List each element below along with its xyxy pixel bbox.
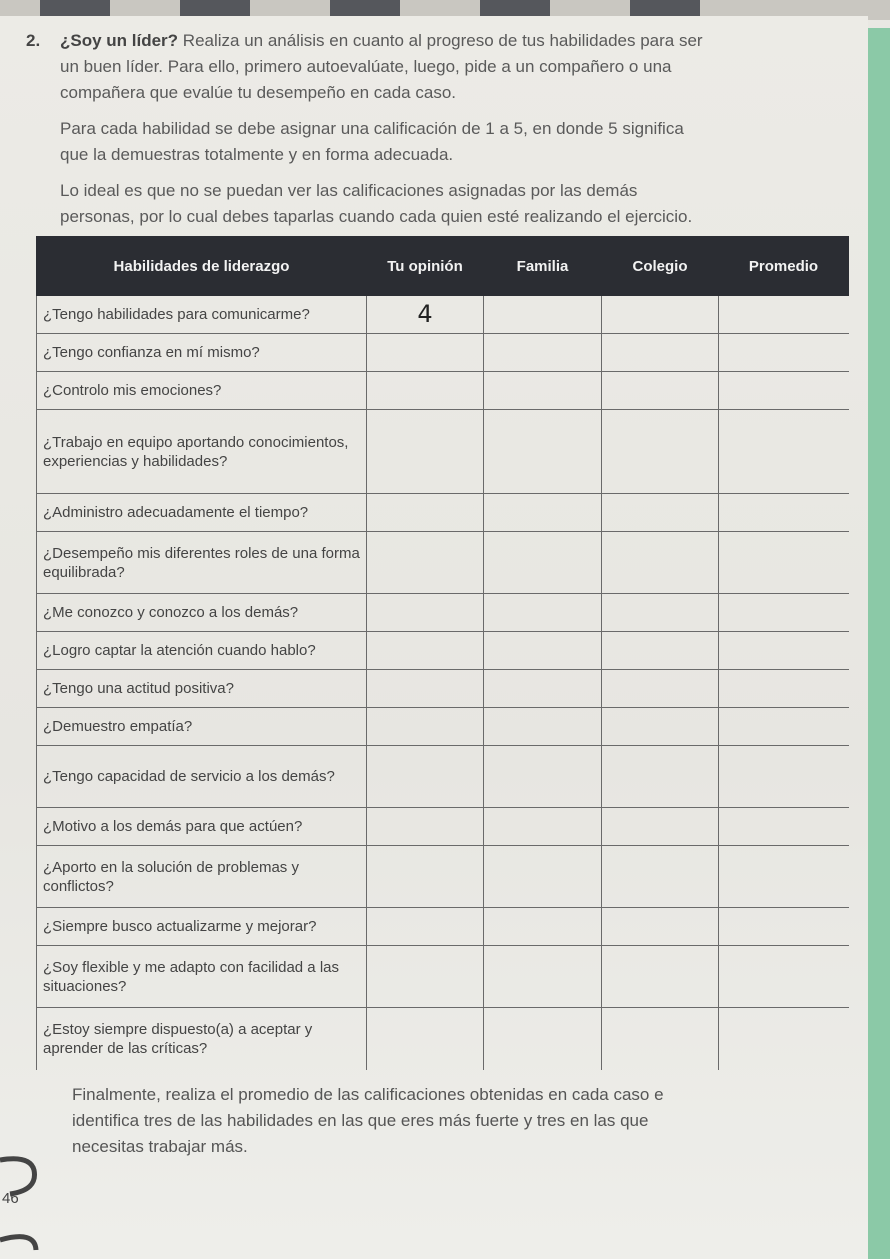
average-cell[interactable]: [719, 908, 849, 946]
your-opinion-cell[interactable]: [367, 746, 484, 808]
your-opinion-cell[interactable]: [367, 632, 484, 670]
closing-instructions: [72, 1082, 832, 1160]
average-cell[interactable]: [719, 494, 849, 532]
skill-cell: ¿Me conozco y conozco a los demás?: [37, 594, 367, 632]
your-opinion-cell[interactable]: [367, 494, 484, 532]
instruction-line: Lo ideal es que no se puedan ver las calificaciones asignadas por las demás: [60, 181, 638, 200]
average-cell[interactable]: [719, 594, 849, 632]
skill-cell: ¿Logro captar la atención cuando hablo?: [37, 632, 367, 670]
family-cell[interactable]: [484, 908, 602, 946]
family-cell[interactable]: [484, 372, 602, 410]
leadership-skills-table: [36, 236, 849, 1070]
average-cell[interactable]: [719, 746, 849, 808]
table-row: [37, 808, 849, 846]
skill-cell: ¿Soy flexible y me adapto con facilidad a las situaciones?: [37, 946, 367, 1008]
school-cell[interactable]: [602, 708, 719, 746]
instruction-line: que la demuestras totalmente y en forma adecuada.: [60, 145, 454, 164]
table-row: [37, 372, 849, 410]
average-cell[interactable]: [719, 1008, 849, 1070]
table-row: [37, 946, 849, 1008]
skill-cell: ¿Siempre busco actualizarme y mejorar?: [37, 908, 367, 946]
skill-cell: ¿Administro adecuadamente el tiempo?: [37, 494, 367, 532]
family-cell[interactable]: [484, 846, 602, 908]
table-row: [37, 908, 849, 946]
header-family: Familia: [484, 237, 602, 296]
average-cell[interactable]: [719, 708, 849, 746]
skill-cell: ¿Tengo una actitud positiva?: [37, 670, 367, 708]
table-row: [37, 708, 849, 746]
family-cell[interactable]: [484, 670, 602, 708]
question-block: [26, 28, 826, 230]
your-opinion-cell[interactable]: [367, 908, 484, 946]
table-row: [37, 846, 849, 908]
header-skills: Habilidades de liderazgo: [37, 237, 367, 296]
family-cell[interactable]: [484, 334, 602, 372]
school-cell[interactable]: [602, 908, 719, 946]
school-cell[interactable]: [602, 1008, 719, 1070]
your-opinion-cell[interactable]: [367, 670, 484, 708]
skill-cell: ¿Desempeño mis diferentes roles de una forma equilibrada?: [37, 532, 367, 594]
skill-cell: ¿Estoy siempre dispuesto(a) a aceptar y aprender de las críticas?: [37, 1008, 367, 1070]
school-cell[interactable]: [602, 494, 719, 532]
question-number: 2.: [26, 31, 41, 50]
your-opinion-cell[interactable]: [367, 946, 484, 1008]
green-margin-strip: [866, 28, 890, 1259]
table-row: [37, 296, 849, 334]
table-row: [37, 494, 849, 532]
family-cell[interactable]: [484, 494, 602, 532]
skill-cell: ¿Motivo a los demás para que actúen?: [37, 808, 367, 846]
family-cell[interactable]: [484, 296, 602, 334]
instruction-line: un buen líder. Para ello, primero autoevalúate, luego, pide a un compañero o una: [60, 57, 672, 76]
school-cell[interactable]: [602, 808, 719, 846]
school-cell[interactable]: [602, 746, 719, 808]
table-row: [37, 1008, 849, 1070]
average-cell[interactable]: [719, 296, 849, 334]
header-your-opinion: Tu opinión: [367, 237, 484, 296]
average-cell[interactable]: [719, 846, 849, 908]
skill-cell: ¿Controlo mis emociones?: [37, 372, 367, 410]
your-opinion-cell[interactable]: [367, 372, 484, 410]
family-cell[interactable]: [484, 708, 602, 746]
table-row: [37, 410, 849, 494]
skill-cell: ¿Tengo habilidades para comunicarme?: [37, 296, 367, 334]
school-cell[interactable]: [602, 594, 719, 632]
instruction-line: Realiza un análisis en cuanto al progreso de tus habilidades para ser: [182, 31, 703, 50]
family-cell[interactable]: [484, 1008, 602, 1070]
family-cell[interactable]: [484, 746, 602, 808]
your-opinion-cell[interactable]: [367, 532, 484, 594]
family-cell[interactable]: [484, 594, 602, 632]
average-cell[interactable]: [719, 372, 849, 410]
skill-cell: ¿Aporto en la solución de problemas y conflictos?: [37, 846, 367, 908]
table-header-row: [37, 237, 849, 296]
average-cell[interactable]: [719, 946, 849, 1008]
your-opinion-cell[interactable]: [367, 708, 484, 746]
your-opinion-cell[interactable]: [367, 410, 484, 494]
closing-line: identifica tres de las habilidades en las que eres más fuerte y tres en las que: [72, 1111, 649, 1130]
average-cell[interactable]: [719, 670, 849, 708]
table-row: [37, 632, 849, 670]
skill-cell: ¿Trabajo en equipo aportando conocimientos, experiencias y habilidades?: [37, 410, 367, 494]
your-opinion-cell[interactable]: [367, 334, 484, 372]
closing-line: Finalmente, realiza el promedio de las calificaciones obtenidas en cada caso e: [72, 1085, 664, 1104]
your-opinion-cell[interactable]: 4: [367, 296, 484, 334]
grading-paragraph: [60, 116, 826, 168]
your-opinion-cell[interactable]: [367, 594, 484, 632]
header-average: Promedio: [719, 237, 849, 296]
average-cell[interactable]: [719, 532, 849, 594]
school-cell[interactable]: [602, 846, 719, 908]
instruction-line: compañera que evalúe tu desempeño en cada caso.: [60, 83, 456, 102]
school-cell[interactable]: [602, 670, 719, 708]
family-cell[interactable]: [484, 410, 602, 494]
instruction-line: Para cada habilidad se debe asignar una calificación de 1 a 5, en donde 5 significa: [60, 119, 684, 138]
instruction-line: personas, por lo cual debes taparlas cuando cada quien esté realizando el ejercicio.: [60, 207, 693, 226]
school-cell[interactable]: [602, 296, 719, 334]
school-cell[interactable]: [602, 632, 719, 670]
your-opinion-cell[interactable]: [367, 846, 484, 908]
average-cell[interactable]: [719, 334, 849, 372]
average-cell[interactable]: [719, 808, 849, 846]
skill-cell: ¿Tengo capacidad de servicio a los demás?: [37, 746, 367, 808]
family-cell[interactable]: [484, 632, 602, 670]
average-cell[interactable]: [719, 632, 849, 670]
page-number: 46: [2, 1190, 19, 1207]
table-row: [37, 594, 849, 632]
privacy-paragraph: [60, 178, 826, 230]
table-row: [37, 670, 849, 708]
average-cell[interactable]: [719, 410, 849, 494]
family-cell[interactable]: [484, 532, 602, 594]
your-opinion-cell[interactable]: [367, 1008, 484, 1070]
school-cell[interactable]: [602, 372, 719, 410]
your-opinion-cell[interactable]: [367, 808, 484, 846]
school-cell[interactable]: [602, 410, 719, 494]
skill-cell: ¿Tengo confianza en mí mismo?: [37, 334, 367, 372]
closing-line: necesitas trabajar más.: [72, 1137, 248, 1156]
table-row: [37, 532, 849, 594]
header-school: Colegio: [602, 237, 719, 296]
school-cell[interactable]: [602, 334, 719, 372]
question-title: ¿Soy un líder?: [60, 31, 179, 50]
question-line: [26, 28, 826, 54]
school-cell[interactable]: [602, 532, 719, 594]
table-row: [37, 746, 849, 808]
table-row: [37, 334, 849, 372]
family-cell[interactable]: [484, 946, 602, 1008]
skill-cell: ¿Demuestro empatía?: [37, 708, 367, 746]
school-cell[interactable]: [602, 946, 719, 1008]
family-cell[interactable]: [484, 808, 602, 846]
